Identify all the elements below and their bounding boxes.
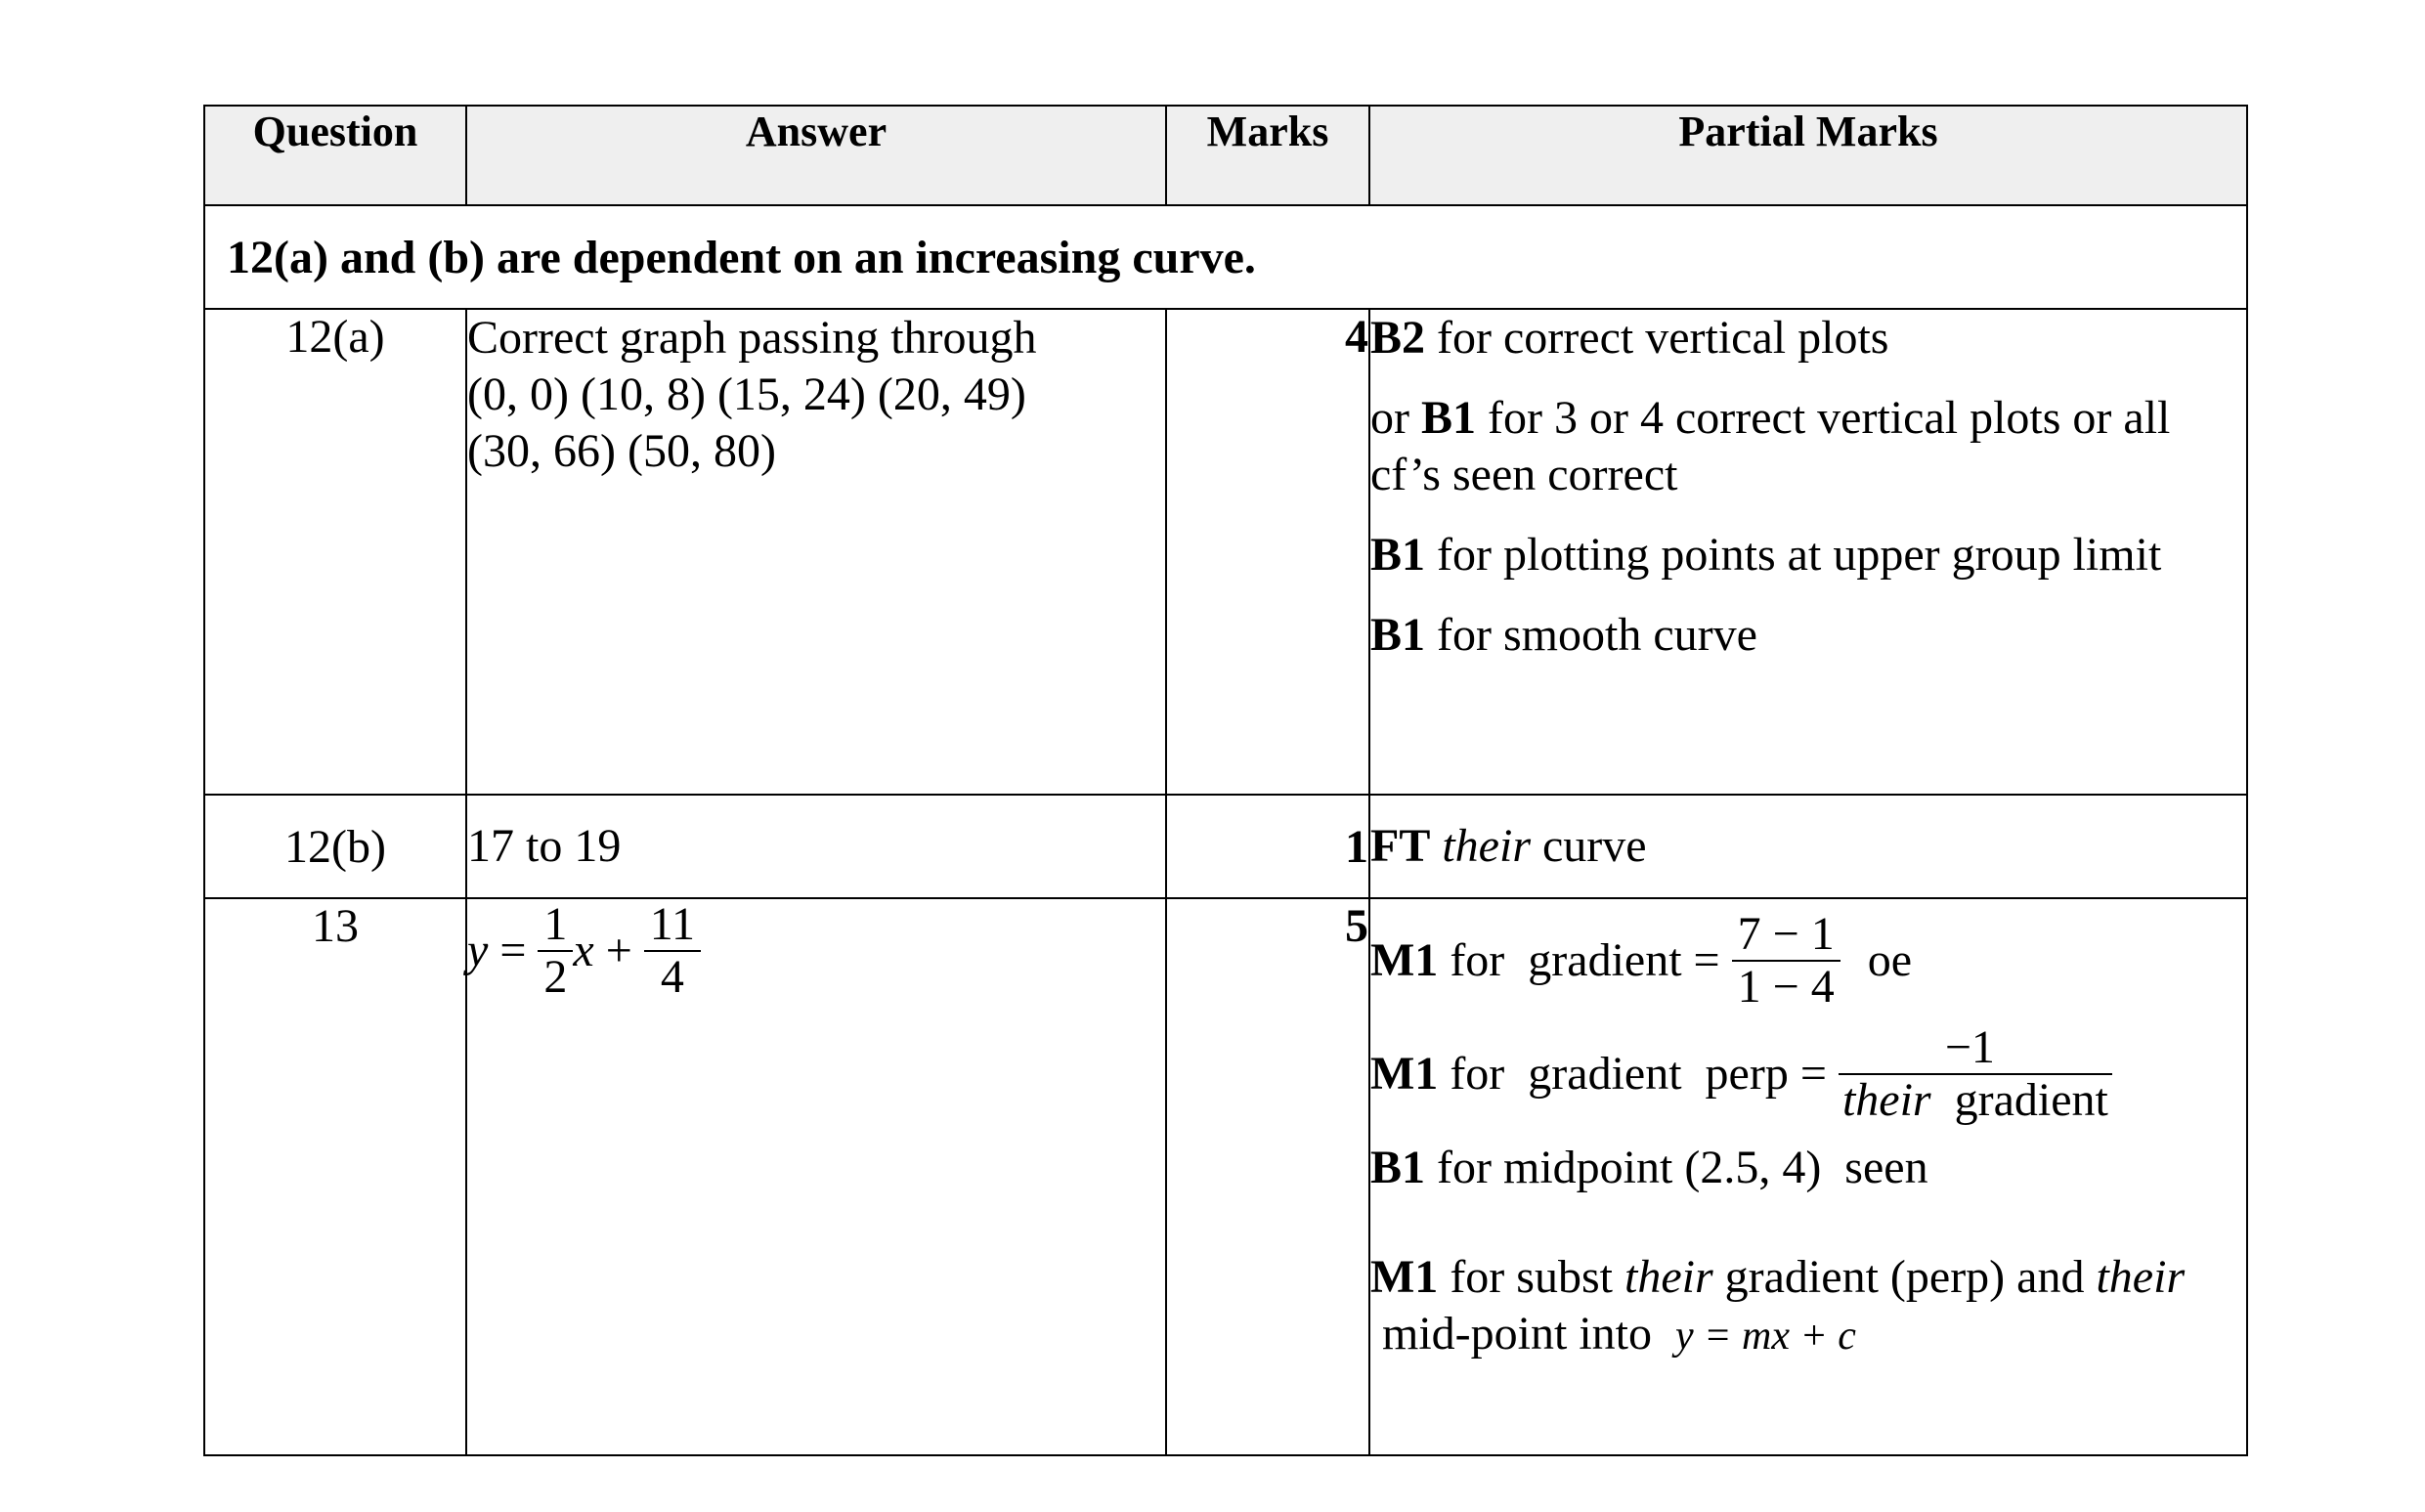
mark-text: mid-point into bbox=[1370, 1308, 1675, 1360]
question-number: 13 bbox=[204, 898, 466, 1455]
mark-text: for 3 or 4 correct vertical plots or all cf’s seen correct bbox=[1370, 392, 2171, 500]
mark-code: M1 bbox=[1370, 1251, 1439, 1303]
fraction-eleven-quarters bbox=[644, 899, 701, 1003]
mark-code: B1 bbox=[1420, 392, 1476, 444]
partial-mark-line bbox=[1370, 1140, 2246, 1196]
fraction-numerator: 1 bbox=[538, 899, 573, 952]
mark-text-italic: their bbox=[1442, 820, 1531, 872]
partial-mark-line bbox=[1370, 1022, 2246, 1126]
answer-line: (30, 66) (50, 80) bbox=[467, 425, 776, 477]
mark-code: B1 bbox=[1370, 1142, 1426, 1193]
mark-text: for gradient = bbox=[1438, 934, 1732, 986]
answer-cell bbox=[466, 309, 1166, 795]
header-partial-marks: Partial Marks bbox=[1369, 106, 2247, 205]
mark-text: for subst bbox=[1438, 1251, 1624, 1303]
fraction-one-half bbox=[538, 899, 573, 1003]
mark-text: for smooth curve bbox=[1425, 609, 1757, 661]
mark-scheme-table bbox=[203, 105, 2248, 1456]
header-question: Question bbox=[204, 106, 466, 205]
mark-code: B1 bbox=[1370, 609, 1426, 661]
fraction-denominator: 4 bbox=[660, 951, 684, 1003]
answer-cell: 17 to 19 bbox=[466, 795, 1166, 898]
mark-code: FT bbox=[1370, 820, 1431, 872]
fraction-numerator: −1 bbox=[1839, 1022, 2112, 1075]
mark-text-italic: their bbox=[1841, 1074, 1931, 1126]
eq-x: x bbox=[573, 925, 594, 976]
mark-text: for gradient perp = bbox=[1438, 1048, 1839, 1100]
dependency-note: 12(a) and (b) are dependent on an increasing curve. bbox=[204, 205, 2247, 309]
mark-text: oe bbox=[1867, 934, 1913, 986]
answer-line: (0, 0) (10, 8) (15, 24) (20, 49) bbox=[467, 368, 1026, 420]
fraction-denominator: 2 bbox=[543, 951, 568, 1003]
gradient-fraction bbox=[1732, 909, 1840, 1013]
header-answer: Answer bbox=[466, 106, 1166, 205]
fraction-numerator: 11 bbox=[644, 899, 701, 952]
fraction-numerator: 7 − 1 bbox=[1732, 909, 1840, 962]
marks-cell: 4 bbox=[1166, 309, 1369, 795]
partial-mark-line bbox=[1370, 1249, 2246, 1364]
note-row bbox=[204, 205, 2247, 309]
mark-text: for plotting points at upper group limit bbox=[1425, 529, 2162, 581]
partial-mark-line bbox=[1370, 909, 2246, 1013]
mark-text-italic: their bbox=[1624, 1251, 1713, 1303]
partial-mark-line bbox=[1370, 390, 2246, 503]
marks-cell: 1 bbox=[1166, 795, 1369, 898]
mark-text: gradient bbox=[1930, 1074, 2108, 1126]
partial-mark-line bbox=[1370, 527, 2246, 583]
table-row bbox=[204, 309, 2247, 795]
answer-line: Correct graph passing through bbox=[467, 312, 1037, 364]
partial-marks-cell bbox=[1369, 898, 2247, 1455]
eq-equals: = bbox=[488, 925, 539, 976]
mark-code: M1 bbox=[1370, 934, 1439, 986]
formula-text: y = mx + c bbox=[1675, 1314, 1856, 1359]
mark-text: or bbox=[1370, 392, 1421, 444]
header-marks: Marks bbox=[1166, 106, 1369, 205]
mark-text: for correct vertical plots bbox=[1425, 312, 1889, 364]
mark-text-italic: their bbox=[2096, 1251, 2186, 1303]
partial-mark-line bbox=[1370, 607, 2246, 664]
marks-cell: 5 bbox=[1166, 898, 1369, 1455]
mark-text: for midpoint (2.5, 4) seen bbox=[1425, 1142, 1928, 1193]
partial-marks-cell bbox=[1369, 795, 2247, 898]
header-row bbox=[204, 106, 2247, 205]
perp-gradient-fraction bbox=[1839, 1022, 2112, 1126]
fraction-denominator bbox=[1839, 1075, 2112, 1126]
table-row bbox=[204, 898, 2247, 1455]
mark-code: B2 bbox=[1370, 312, 1426, 364]
answer-cell bbox=[466, 898, 1166, 1455]
mark-code: M1 bbox=[1370, 1048, 1439, 1100]
answer-equation bbox=[467, 899, 701, 1003]
table-row bbox=[204, 795, 2247, 898]
eq-plus: + bbox=[593, 925, 644, 976]
partial-mark-line bbox=[1370, 310, 2246, 367]
mark-code: B1 bbox=[1370, 529, 1426, 581]
partial-marks-cell bbox=[1369, 309, 2247, 795]
question-number: 12(b) bbox=[204, 795, 466, 898]
mark-text: curve bbox=[1531, 820, 1647, 872]
mark-text: gradient (perp) and bbox=[1712, 1251, 2097, 1303]
fraction-denominator: 1 − 4 bbox=[1737, 961, 1835, 1013]
eq-y: y bbox=[467, 925, 489, 976]
question-number: 12(a) bbox=[204, 309, 466, 795]
